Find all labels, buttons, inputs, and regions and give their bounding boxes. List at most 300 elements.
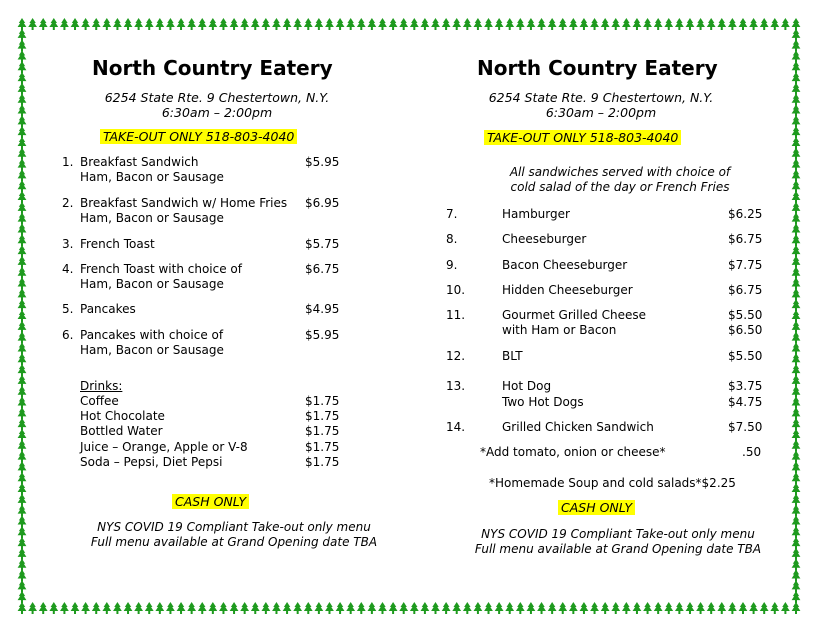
item-price: $4.95 bbox=[305, 302, 340, 316]
tree-icon bbox=[792, 364, 801, 376]
tree-icon bbox=[198, 602, 207, 614]
item-price: $7.75 bbox=[728, 258, 763, 272]
tree-icon bbox=[28, 18, 37, 30]
tree-icon bbox=[792, 537, 801, 549]
tree-icon bbox=[622, 602, 631, 614]
tree-icon bbox=[463, 602, 472, 614]
tree-icon bbox=[325, 602, 334, 614]
tree-icon bbox=[792, 353, 801, 365]
tree-icon bbox=[18, 353, 27, 365]
tree-icon bbox=[367, 602, 376, 614]
tree-icon bbox=[81, 602, 90, 614]
item-name: Hot Dog bbox=[502, 379, 552, 393]
tree-icon bbox=[166, 18, 175, 30]
tree-icon bbox=[18, 364, 27, 376]
tree-icon bbox=[792, 105, 801, 117]
tree-icon bbox=[134, 18, 143, 30]
tree-icon bbox=[18, 18, 27, 30]
tree-icon bbox=[336, 602, 345, 614]
item-name: French Toast with choice of bbox=[80, 262, 242, 276]
tree-icon bbox=[272, 18, 281, 30]
tree-icon bbox=[696, 18, 705, 30]
tree-icon bbox=[18, 461, 27, 473]
tree-icon bbox=[792, 50, 801, 62]
tree-icon bbox=[18, 126, 27, 138]
tree-icon bbox=[272, 602, 281, 614]
tree-icon bbox=[18, 180, 27, 192]
tree-icon bbox=[792, 278, 801, 290]
item-price: $5.75 bbox=[305, 237, 340, 251]
item-sub: with Ham or Bacon bbox=[502, 323, 617, 337]
tree-icon bbox=[18, 115, 27, 127]
tree-icon bbox=[611, 18, 620, 30]
tree-icon bbox=[18, 429, 27, 441]
tree-icon bbox=[717, 18, 726, 30]
item-price: $5.50 bbox=[728, 308, 763, 322]
tree-icon bbox=[558, 602, 567, 614]
tree-icon bbox=[336, 18, 345, 30]
tree-icon bbox=[792, 83, 801, 95]
tree-icon bbox=[18, 472, 27, 484]
tree-icon bbox=[18, 342, 27, 354]
tree-icon bbox=[346, 602, 355, 614]
tree-icon bbox=[770, 18, 779, 30]
tree-icon bbox=[18, 418, 27, 430]
tree-icon bbox=[18, 137, 27, 149]
tree-icon bbox=[601, 602, 610, 614]
tree-icon bbox=[792, 505, 801, 517]
item-number: 1. bbox=[62, 155, 74, 169]
item-number: 3. bbox=[62, 237, 74, 251]
tree-icon bbox=[505, 602, 514, 614]
tree-icon bbox=[749, 602, 758, 614]
tree-icon bbox=[495, 18, 504, 30]
tree-icon bbox=[792, 169, 801, 181]
tree-icon bbox=[728, 18, 737, 30]
tree-icon bbox=[18, 505, 27, 517]
left-cash-only: CASH ONLY bbox=[172, 494, 249, 509]
tree-icon bbox=[18, 526, 27, 538]
item-name: Pancakes with choice of bbox=[80, 328, 224, 342]
tree-icon bbox=[792, 180, 801, 192]
item-sub: Two Hot Dogs bbox=[502, 395, 584, 409]
tree-icon bbox=[792, 418, 801, 430]
tree-icon bbox=[18, 386, 27, 398]
tree-icon bbox=[781, 602, 790, 614]
tree-icon bbox=[590, 18, 599, 30]
left-title: North Country Eatery bbox=[92, 56, 333, 80]
item-name: Breakfast Sandwich bbox=[80, 155, 199, 169]
drink-name: Hot Chocolate bbox=[80, 409, 165, 423]
tree-icon bbox=[314, 602, 323, 614]
tree-icon bbox=[601, 18, 610, 30]
item-price: $6.75 bbox=[728, 283, 763, 297]
tree-icon bbox=[792, 548, 801, 560]
tree-icon bbox=[739, 18, 748, 30]
tree-icon bbox=[304, 18, 313, 30]
tree-icon bbox=[18, 440, 27, 452]
tree-icon bbox=[792, 559, 801, 571]
tree-icon bbox=[240, 18, 249, 30]
tree-icon bbox=[590, 602, 599, 614]
item-number: 5. bbox=[62, 302, 74, 316]
tree-icon bbox=[643, 602, 652, 614]
tree-icon bbox=[474, 602, 483, 614]
tree-icon bbox=[484, 602, 493, 614]
tree-icon bbox=[92, 18, 101, 30]
tree-icon bbox=[792, 126, 801, 138]
tree-icon bbox=[367, 18, 376, 30]
tree-icon bbox=[18, 256, 27, 268]
tree-icon bbox=[442, 602, 451, 614]
left-address: 6254 State Rte. 9 Chestertown, N.Y. bbox=[104, 90, 330, 105]
tree-icon bbox=[71, 602, 80, 614]
tree-icon bbox=[792, 223, 801, 235]
tree-icon bbox=[474, 18, 483, 30]
tree-icon bbox=[569, 602, 578, 614]
tree-icon bbox=[18, 72, 27, 84]
tree-icon bbox=[18, 559, 27, 571]
item-number: 10. bbox=[446, 283, 466, 297]
tree-icon bbox=[18, 375, 27, 387]
tree-icon bbox=[155, 18, 164, 30]
item-name: Hidden Cheeseburger bbox=[502, 283, 633, 297]
tree-icon bbox=[18, 515, 27, 527]
tree-icon bbox=[792, 18, 801, 30]
tree-icon bbox=[18, 483, 27, 495]
tree-icon bbox=[792, 472, 801, 484]
tree-icon bbox=[792, 256, 801, 268]
right-hours: 6:30am – 2:00pm bbox=[545, 105, 657, 120]
addon-price: .50 bbox=[742, 445, 762, 459]
tree-icon bbox=[792, 483, 801, 495]
tree-icon bbox=[219, 18, 228, 30]
tree-icon bbox=[611, 602, 620, 614]
tree-icon bbox=[527, 18, 536, 30]
item-name: Hamburger bbox=[502, 207, 570, 221]
tree-icon bbox=[484, 18, 493, 30]
drink-name: Coffee bbox=[80, 394, 119, 408]
tree-icon bbox=[283, 18, 292, 30]
sandwich-note: All sandwiches served with choice of bbox=[509, 165, 731, 179]
tree-icon bbox=[792, 159, 801, 171]
tree-icon bbox=[18, 50, 27, 62]
soup-note: *Homemade Soup and cold salads*$2.25 bbox=[489, 476, 736, 490]
right-title: North Country Eatery bbox=[477, 56, 718, 80]
tree-icon bbox=[113, 602, 122, 614]
tree-icon bbox=[792, 61, 801, 73]
tree-icon bbox=[283, 602, 292, 614]
tree-icon bbox=[134, 602, 143, 614]
tree-icon bbox=[792, 148, 801, 160]
tree-icon bbox=[251, 18, 260, 30]
tree-icon bbox=[558, 18, 567, 30]
tree-icon bbox=[739, 602, 748, 614]
item-price: $6.95 bbox=[305, 196, 340, 210]
tree-icon bbox=[314, 18, 323, 30]
item-name: Grilled Chicken Sandwich bbox=[502, 420, 654, 434]
item-name: Bacon Cheeseburger bbox=[502, 258, 628, 272]
tree-icon bbox=[633, 602, 642, 614]
tree-icon bbox=[760, 602, 769, 614]
tree-icon bbox=[102, 602, 111, 614]
item-price: $5.95 bbox=[305, 328, 340, 342]
tree-icon bbox=[686, 18, 695, 30]
item-number: 2. bbox=[62, 196, 74, 210]
tree-icon bbox=[421, 602, 430, 614]
tree-icon bbox=[728, 602, 737, 614]
tree-icon bbox=[18, 148, 27, 160]
tree-icon bbox=[410, 602, 419, 614]
tree-icon bbox=[18, 169, 27, 181]
tree-icon bbox=[18, 548, 27, 560]
item-price: $3.75 bbox=[728, 379, 763, 393]
tree-icon bbox=[49, 602, 58, 614]
tree-icon bbox=[622, 18, 631, 30]
right-cash-only: CASH ONLY bbox=[558, 500, 635, 515]
tree-icon bbox=[792, 342, 801, 354]
tree-icon bbox=[18, 310, 27, 322]
tree-icon bbox=[654, 18, 663, 30]
tree-icon bbox=[18, 191, 27, 203]
tree-icon bbox=[208, 602, 217, 614]
tree-icon bbox=[749, 18, 758, 30]
tree-icon bbox=[18, 223, 27, 235]
tree-icon bbox=[516, 18, 525, 30]
tree-icon bbox=[792, 570, 801, 582]
tree-icon bbox=[792, 591, 801, 603]
tree-icon bbox=[18, 29, 27, 41]
tree-icon bbox=[792, 429, 801, 441]
tree-icon bbox=[442, 18, 451, 30]
tree-icon bbox=[792, 72, 801, 84]
sandwich-note: cold salad of the day or French Fries bbox=[510, 180, 730, 194]
tree-icon bbox=[60, 18, 69, 30]
tree-icon bbox=[452, 602, 461, 614]
tree-icon bbox=[102, 18, 111, 30]
tree-icon bbox=[18, 288, 27, 300]
drink-price: $1.75 bbox=[305, 394, 340, 408]
addon-note: *Add tomato, onion or cheese* bbox=[480, 445, 666, 459]
item-name: BLT bbox=[502, 349, 523, 363]
tree-icon bbox=[580, 18, 589, 30]
tree-icon bbox=[792, 267, 801, 279]
tree-icon bbox=[792, 310, 801, 322]
tree-icon bbox=[177, 602, 186, 614]
tree-icon bbox=[261, 602, 270, 614]
tree-icon bbox=[18, 591, 27, 603]
tree-icon bbox=[686, 602, 695, 614]
item-price-alt: $6.50 bbox=[728, 323, 763, 337]
tree-icon bbox=[18, 397, 27, 409]
tree-icon bbox=[219, 602, 228, 614]
tree-icon bbox=[505, 18, 514, 30]
tree-icon bbox=[792, 191, 801, 203]
right-full-menu-note: Full menu available at Grand Opening date TBA bbox=[474, 542, 762, 556]
item-number: 14. bbox=[446, 420, 466, 434]
tree-icon bbox=[463, 18, 472, 30]
tree-icon bbox=[792, 494, 801, 506]
tree-icon bbox=[325, 18, 334, 30]
tree-icon bbox=[654, 602, 663, 614]
tree-icon bbox=[643, 18, 652, 30]
item-number: 8. bbox=[446, 232, 458, 246]
drink-name: Bottled Water bbox=[80, 424, 163, 438]
tree-icon bbox=[208, 18, 217, 30]
tree-icon bbox=[537, 18, 546, 30]
tree-icon bbox=[792, 288, 801, 300]
tree-icon bbox=[187, 602, 196, 614]
left-full-menu-note: Full menu available at Grand Opening date TBA bbox=[90, 535, 378, 549]
item-sub: Ham, Bacon or Sausage bbox=[80, 343, 224, 357]
tree-icon bbox=[399, 602, 408, 614]
tree-icon bbox=[664, 602, 673, 614]
item-price: $7.50 bbox=[728, 420, 763, 434]
item-name: Gourmet Grilled Cheese bbox=[502, 308, 646, 322]
tree-icon bbox=[792, 137, 801, 149]
tree-icon bbox=[569, 18, 578, 30]
tree-icon bbox=[49, 18, 58, 30]
item-price: $5.50 bbox=[728, 349, 763, 363]
item-name: Cheeseburger bbox=[502, 232, 587, 246]
tree-icon bbox=[792, 602, 801, 614]
tree-icon bbox=[293, 602, 302, 614]
tree-icon bbox=[18, 537, 27, 549]
tree-icon bbox=[18, 580, 27, 592]
item-price: $6.25 bbox=[728, 207, 763, 221]
item-number: 11. bbox=[446, 308, 466, 322]
tree-icon bbox=[187, 18, 196, 30]
tree-icon bbox=[18, 213, 27, 225]
tree-icon bbox=[792, 321, 801, 333]
left-hours: 6:30am – 2:00pm bbox=[161, 105, 273, 120]
tree-icon bbox=[527, 602, 536, 614]
drink-price: $1.75 bbox=[305, 455, 340, 469]
tree-icon bbox=[18, 61, 27, 73]
item-price: $6.75 bbox=[305, 262, 340, 276]
tree-icon bbox=[293, 18, 302, 30]
right-address: 6254 State Rte. 9 Chestertown, N.Y. bbox=[488, 90, 714, 105]
item-sub: Ham, Bacon or Sausage bbox=[80, 170, 224, 184]
item-sub: Ham, Bacon or Sausage bbox=[80, 211, 224, 225]
tree-icon bbox=[495, 602, 504, 614]
drink-price: $1.75 bbox=[305, 409, 340, 423]
tree-icon bbox=[71, 18, 80, 30]
drink-price: $1.75 bbox=[305, 440, 340, 454]
item-price-alt: $4.75 bbox=[728, 395, 763, 409]
tree-icon bbox=[792, 40, 801, 52]
tree-icon bbox=[792, 386, 801, 398]
tree-icon bbox=[792, 375, 801, 387]
tree-icon bbox=[664, 18, 673, 30]
tree-icon bbox=[548, 602, 557, 614]
tree-icon bbox=[792, 202, 801, 214]
tree-icon bbox=[675, 18, 684, 30]
tree-icon bbox=[145, 18, 154, 30]
drink-price: $1.75 bbox=[305, 424, 340, 438]
item-price: $5.95 bbox=[305, 155, 340, 169]
tree-icon bbox=[18, 94, 27, 106]
item-name: French Toast bbox=[80, 237, 155, 251]
tree-icon bbox=[431, 18, 440, 30]
tree-icon bbox=[18, 267, 27, 279]
tree-icon bbox=[18, 494, 27, 506]
tree-icon bbox=[760, 18, 769, 30]
tree-icon bbox=[230, 18, 239, 30]
tree-icon bbox=[378, 18, 387, 30]
tree-icon bbox=[537, 602, 546, 614]
tree-icon bbox=[410, 18, 419, 30]
right-takeout-phone: TAKE-OUT ONLY 518-803-4040 bbox=[484, 130, 681, 145]
drinks-heading: Drinks: bbox=[80, 379, 123, 393]
tree-icon bbox=[399, 18, 408, 30]
tree-icon bbox=[792, 451, 801, 463]
tree-icon bbox=[792, 515, 801, 527]
tree-icon bbox=[792, 332, 801, 344]
tree-icon bbox=[675, 602, 684, 614]
tree-icon bbox=[18, 40, 27, 52]
tree-icon bbox=[792, 94, 801, 106]
tree-icon bbox=[124, 18, 133, 30]
item-number: 9. bbox=[446, 258, 458, 272]
tree-icon bbox=[18, 202, 27, 214]
tree-icon bbox=[81, 18, 90, 30]
tree-icon bbox=[707, 602, 716, 614]
tree-icon bbox=[251, 602, 260, 614]
tree-icon bbox=[18, 332, 27, 344]
item-number: 6. bbox=[62, 328, 74, 342]
tree-icon bbox=[389, 18, 398, 30]
tree-icon bbox=[18, 407, 27, 419]
right-covid-note: NYS COVID 19 Compliant Take-out only menu bbox=[481, 527, 755, 541]
tree-icon bbox=[717, 602, 726, 614]
item-number: 12. bbox=[446, 349, 466, 363]
tree-icon bbox=[124, 602, 133, 614]
tree-icon bbox=[633, 18, 642, 30]
tree-icon bbox=[155, 602, 164, 614]
tree-icon bbox=[792, 299, 801, 311]
tree-icon bbox=[18, 159, 27, 171]
tree-icon bbox=[60, 602, 69, 614]
tree-icon bbox=[18, 278, 27, 290]
tree-icon bbox=[18, 83, 27, 95]
tree-icon bbox=[18, 245, 27, 257]
tree-icon bbox=[792, 407, 801, 419]
tree-icon bbox=[177, 18, 186, 30]
tree-icon bbox=[792, 213, 801, 225]
tree-icon bbox=[792, 580, 801, 592]
tree-icon bbox=[28, 602, 37, 614]
tree-icon bbox=[781, 18, 790, 30]
tree-icon bbox=[792, 397, 801, 409]
item-number: 7. bbox=[446, 207, 458, 221]
tree-icon bbox=[18, 299, 27, 311]
left-covid-note: NYS COVID 19 Compliant Take-out only menu bbox=[97, 520, 371, 534]
tree-icon bbox=[421, 18, 430, 30]
tree-icon bbox=[39, 18, 48, 30]
tree-icon bbox=[792, 115, 801, 127]
tree-icon bbox=[452, 18, 461, 30]
tree-icon bbox=[18, 321, 27, 333]
tree-icon bbox=[198, 18, 207, 30]
item-number: 4. bbox=[62, 262, 74, 276]
drink-name: Juice – Orange, Apple or V-8 bbox=[80, 440, 248, 454]
tree-icon bbox=[580, 602, 589, 614]
tree-icon bbox=[18, 105, 27, 117]
tree-icon bbox=[240, 602, 249, 614]
tree-icon bbox=[39, 602, 48, 614]
tree-icon bbox=[92, 602, 101, 614]
